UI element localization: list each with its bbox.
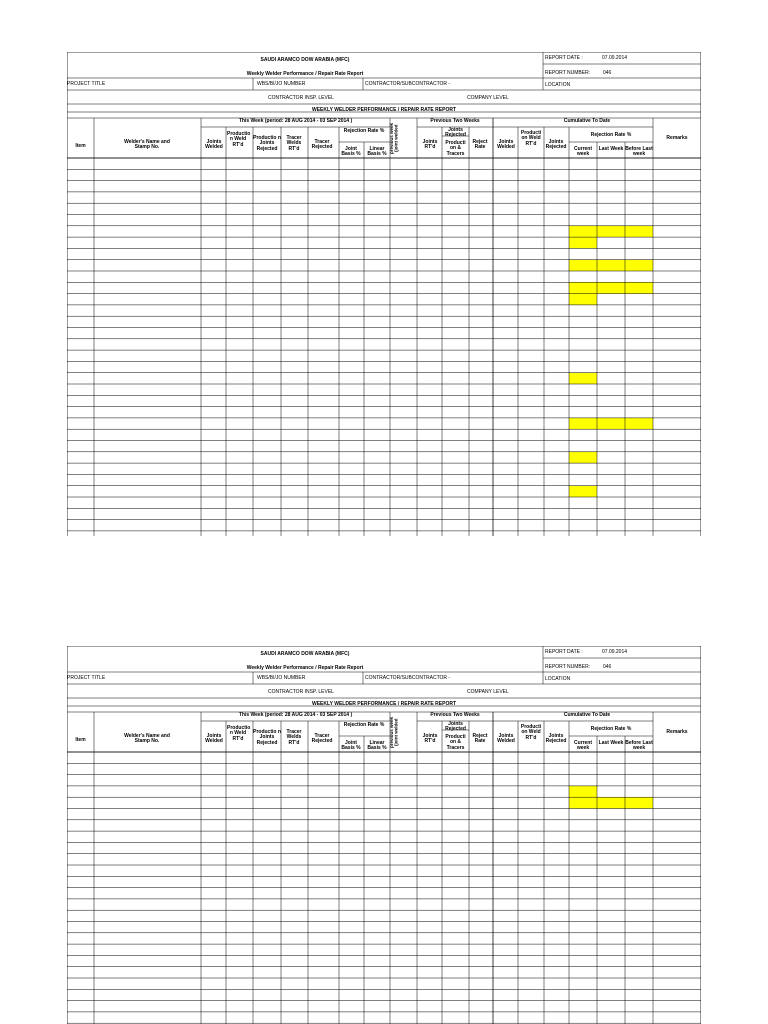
col-production-joints-rejected: Productio n Joints Rejected (253, 135, 281, 152)
col-joint-basis: Joint Basis % (341, 740, 361, 752)
highlight-cell (625, 226, 653, 237)
highlight-cell (569, 486, 597, 497)
insp-level-label: CONTRACTOR INSP. LEVEL (268, 689, 334, 695)
company-name: SAUDI ARAMCO DOW ARABIA (MFC) (260, 57, 350, 63)
col-welder: Welder's Name and Stamp No. (124, 139, 170, 151)
col-tracer-rejected: Tracer Rejected (311, 733, 333, 745)
col-before-last-week: Before Last week (625, 740, 653, 752)
col-last-week: Last Week (598, 740, 624, 746)
col-vertical-note: previous week (joint welded (389, 716, 399, 748)
highlight-cell (569, 797, 597, 808)
highlight-cell (569, 294, 597, 305)
prev-two-weeks-header: Previous Two Weeks (430, 118, 480, 124)
col-cum-production-weld: Producti on Weld RT'd (520, 130, 542, 147)
company-level-label: COMPANY LEVEL (467, 689, 509, 695)
highlight-cell (625, 418, 653, 429)
wbs-label: WBS/BI/JO NUMBER (257, 675, 306, 681)
contractor-label: CONTRACTOR/SUBCONTRACTOR - (365, 675, 451, 681)
col-joints-rtd: Joints RT'd (422, 733, 438, 745)
col-item: Item (75, 737, 86, 743)
report-sheet-2 (67, 646, 701, 1024)
highlight-cell (597, 797, 625, 808)
col-welder: Welder's Name and Stamp No. (124, 733, 170, 745)
highlight-cell (569, 786, 597, 797)
project-title-label: PROJECT TITLE (67, 675, 106, 681)
col-production-joints-rejected: Productio n Joints Rejected (253, 729, 281, 746)
col-production-weld-rtd: Productio n Weld RT'd (227, 725, 251, 742)
col-joints-rtd: Joints RT'd (422, 139, 438, 151)
highlight-cell (597, 260, 625, 271)
highlight-cell (625, 797, 653, 808)
report-banner: WEEKLY WELDER PERFORMANCE / REPAIR RATE REPORT (312, 701, 456, 707)
company-level-label: COMPANY LEVEL (467, 95, 509, 101)
highlight-cell (569, 452, 597, 463)
col-item: Item (75, 143, 86, 149)
col-joint-basis: Joint Basis % (341, 146, 361, 158)
report-date: 07.09.2014 (602, 55, 628, 61)
report-number: 046 (603, 664, 612, 670)
this-week-header: This Week (period: 28 AUG 2014 - 03 SEP 2014 ) (238, 118, 353, 124)
col-current-week: Current week (573, 146, 593, 158)
cumulative-header: Cumulative To Date (563, 712, 611, 718)
col-remarks: Remarks (666, 135, 688, 141)
highlight-cell (569, 282, 597, 293)
col-linear-basis: Linear Basis % (367, 740, 387, 752)
col-joints-rejected-group: Joints Rejected (445, 127, 466, 139)
col-joints-welded: Joints Welded (205, 733, 223, 745)
col-linear-basis: Linear Basis % (367, 146, 387, 158)
highlight-cell (569, 418, 597, 429)
this-week-header: This Week (period: 28 AUG 2014 - 03 SEP 2014 ) (238, 712, 353, 718)
col-cum-production-weld: Producti on Weld RT'd (520, 724, 542, 741)
col-cum-joints-rejected: Joints Rejected (545, 733, 567, 745)
cumulative-header: Cumulative To Date (563, 118, 611, 124)
project-title-label: PROJECT TITLE (67, 81, 106, 87)
col-production-weld-rtd: Productio n Weld RT'd (227, 131, 251, 148)
report-subtitle: Weekly Welder Performance / Repair Rate Report (246, 665, 364, 671)
col-current-week: Current week (573, 740, 593, 752)
highlight-cell (569, 373, 597, 384)
col-cum-joints-welded: Joints Welded (497, 733, 515, 745)
report-banner: WEEKLY WELDER PERFORMANCE / REPAIR RATE REPORT (312, 107, 456, 113)
report-number-label: REPORT NUMBER: (545, 70, 591, 76)
report-subtitle: Weekly Welder Performance / Repair Rate Report (246, 71, 364, 77)
col-tracer-welds-rtd: Tracer Welds RT'd (286, 729, 302, 746)
col-rejection-rate: Rejection Rate % (343, 722, 385, 728)
col-last-week: Last Week (598, 146, 624, 152)
wbs-label: WBS/BI/JO NUMBER (257, 81, 306, 87)
col-vertical-note: previous week (joint welded (389, 122, 399, 154)
col-tracer-welds-rtd: Tracer Welds RT'd (286, 135, 302, 152)
highlight-cell (569, 237, 597, 248)
col-remarks: Remarks (666, 729, 688, 735)
col-joints-welded: Joints Welded (205, 139, 223, 151)
col-production-tracers: Producti on & Tracers (445, 140, 466, 157)
highlight-cell (569, 260, 597, 271)
contractor-label: CONTRACTOR/SUBCONTRACTOR - (365, 81, 451, 87)
report-sheet-1 (67, 52, 701, 536)
col-cum-rejection-rate: Rejection Rate % (590, 132, 632, 138)
location-label: LOCATION (545, 82, 571, 88)
col-reject-rate: Reject Rate (472, 139, 488, 151)
col-cum-rejection-rate: Rejection Rate % (590, 726, 632, 732)
insp-level-label: CONTRACTOR INSP. LEVEL (268, 95, 334, 101)
col-before-last-week: Before Last week (625, 146, 653, 158)
report-date-label: REPORT DATE : (545, 55, 583, 61)
location-label: LOCATION (545, 676, 571, 682)
grid-lines (67, 52, 701, 536)
report-number-label: REPORT NUMBER: (545, 664, 591, 670)
company-name: SAUDI ARAMCO DOW ARABIA (MFC) (260, 651, 350, 657)
report-number: 046 (603, 70, 612, 76)
highlight-cell (569, 226, 597, 237)
col-cum-joints-rejected: Joints Rejected (545, 139, 567, 151)
highlight-cell (597, 418, 625, 429)
highlight-cell (597, 226, 625, 237)
col-cum-joints-welded: Joints Welded (497, 139, 515, 151)
prev-two-weeks-header: Previous Two Weeks (430, 712, 480, 718)
col-reject-rate: Reject Rate (472, 733, 488, 745)
col-joints-rejected-group: Joints Rejected (445, 721, 466, 733)
report-date-label: REPORT DATE : (545, 649, 583, 655)
highlight-cell (597, 282, 625, 293)
report-date: 07.09.2014 (602, 649, 628, 655)
col-tracer-rejected: Tracer Rejected (311, 139, 333, 151)
col-production-tracers: Producti on & Tracers (445, 734, 466, 751)
col-rejection-rate: Rejection Rate % (343, 128, 385, 134)
highlight-cell (625, 260, 653, 271)
highlight-cell (625, 282, 653, 293)
